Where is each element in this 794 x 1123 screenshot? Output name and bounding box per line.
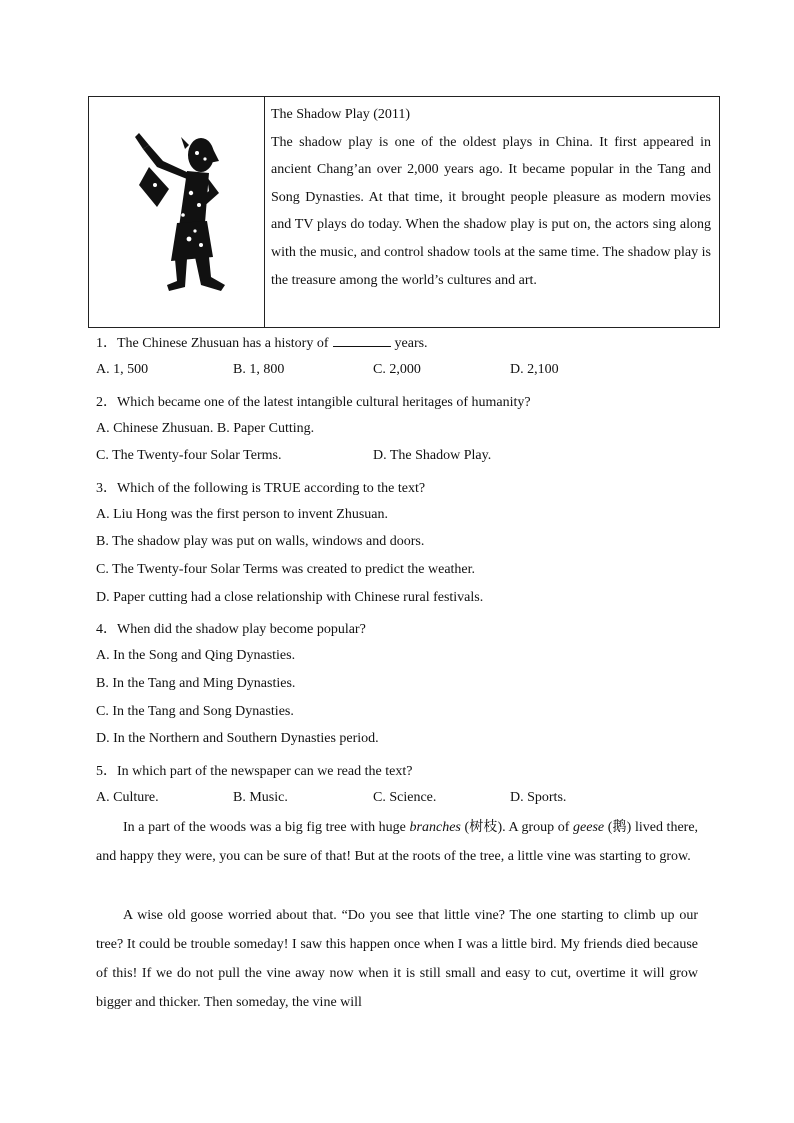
question-1-stem <box>96 332 428 352</box>
question-3-stem: 3．Which of the following is TRUE according to the text? <box>96 481 426 496</box>
passage-paragraph-1: In a part of the woods was a big fig tree with huge branches (树枝). A group of geese (鹅) lived there, and happy they were, you can be sure of that! But at the roots of the tree, a little vine was starting to grow. <box>96 820 699 864</box>
question-2-stem: 2．Which became one of the latest intangible cultural heritages of humanity? <box>96 395 531 410</box>
option-d: D. The Shadow Play. <box>373 448 492 463</box>
question-2-options-ab: A. Chinese Zhusuan. B. Paper Cutting. <box>96 421 315 436</box>
reading-text <box>265 97 719 327</box>
passage-paragraph-2: A wise old goose worried about that. “Do you see that little vine? The one starting to climb up our tree? It could be trouble someday! I saw this happen once when I was a little bird. My friends died because of this! If we do not pull the vine away now when it is still small and easy to cut, overtime it will grow bigger and thicker. Then someday, the vine will <box>96 908 698 1010</box>
option-c: C. The Twenty-four Solar Terms. <box>96 448 282 463</box>
question-1-stem-end: years. <box>394 336 428 351</box>
question-1-stem-start: 1．The Chinese Zhusuan has a history of <box>96 336 329 351</box>
question-3-option-c: C. The Twenty-four Solar Terms was created to predict the weather. <box>96 562 476 577</box>
reading-title: The Shadow Play (2011) <box>271 107 411 122</box>
question-3-option-d: D. Paper cutting had a close relationship with Chinese rural festivals. <box>96 590 484 605</box>
option-c: C. 2,000 <box>373 362 421 377</box>
option-d: D. Sports. <box>510 790 567 805</box>
question-4-option-d: D. In the Northern and Southern Dynasties period. <box>96 731 379 746</box>
question-4-option-a: A. In the Song and Qing Dynasties. <box>96 648 296 663</box>
reading-body: The shadow play is one of the oldest plays in China. It first appeared in ancient Chang’an over 2,000 years ago. It became popular in the Tang and Song Dynasties. At that time, it brought people pleasure as modern movies and TV plays do today. When the shadow play is put on, the actors sing along with the music, and control shadow tools at the same time. The shadow play is the treasure among the world’s cultures and art. <box>271 134 711 288</box>
question-5-stem: 5．In which part of the newspaper can we read the text? <box>96 764 413 779</box>
option-b: B. 1, 800 <box>233 362 285 377</box>
question-4-stem: 4．When did the shadow play become popular? <box>96 622 366 637</box>
answer-blank <box>333 334 391 347</box>
question-3-option-b: B. The shadow play was put on walls, windows and doors. <box>96 534 425 549</box>
option-a: A. Culture. <box>96 790 159 805</box>
word-geese: geese <box>573 820 605 835</box>
reading-box <box>88 96 720 328</box>
shadow-puppet-icon <box>129 127 225 297</box>
option-b: B. Music. <box>233 790 288 805</box>
word-branches: branches <box>409 820 461 835</box>
question-4-option-b: B. In the Tang and Ming Dynasties. <box>96 676 296 691</box>
shadow-puppet-image <box>89 97 265 327</box>
question-3-option-a: A. Liu Hong was the first person to invent Zhusuan. <box>96 507 389 522</box>
question-4-option-c: C. In the Tang and Song Dynasties. <box>96 704 294 719</box>
option-d: D. 2,100 <box>510 362 559 377</box>
option-a: A. 1, 500 <box>96 362 149 377</box>
option-c: C. Science. <box>373 790 437 805</box>
